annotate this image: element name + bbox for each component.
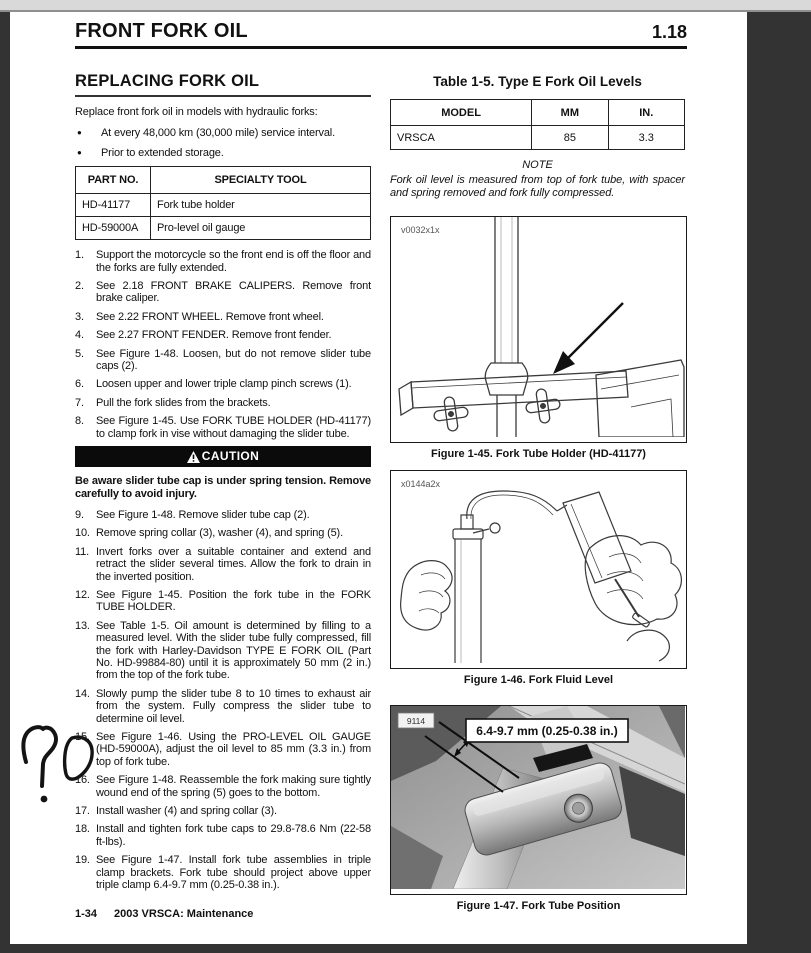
step-number: 7. — [75, 396, 84, 409]
figure-frame — [390, 470, 687, 669]
left-hand-outline — [401, 561, 452, 630]
step-text: See 2.18 FRONT BRAKE CALIPERS. Remove front brake caliper. — [96, 280, 371, 305]
step-item — [75, 249, 371, 274]
fork-fluid-level-drawing — [391, 471, 685, 663]
step-text: Invert forks over a suitable container and extend and retract the slider several times. Allow the fork to drain in the inverted position. — [96, 545, 371, 583]
step-text: Support the motorcycle so the front end is off the floor and the forks are fully extended. — [96, 249, 371, 274]
step-number: 3. — [75, 310, 84, 323]
bullet-text: Prior to extended storage. — [101, 146, 224, 159]
figure-frame — [390, 216, 687, 443]
procedure-steps-1-8 — [75, 249, 371, 440]
step-number: 13. — [75, 619, 90, 632]
step-number: 9. — [75, 508, 84, 521]
footer-doc-title: 2003 VRSCA: Maintenance — [114, 908, 254, 920]
bullet-text: At every 48,000 km (30,000 mile) service interval. — [101, 127, 335, 140]
page-footer — [75, 908, 253, 920]
step-number: 10. — [75, 527, 90, 540]
table-cell: 3.3 — [608, 126, 684, 150]
table-cell: VRSCA — [391, 126, 532, 150]
step-text: See Figure 1-47. Install fork tube assemblies in triple clamp brackets. Fork tube should project above upper triple clamp 6.4-9.7 mm (0.25-0.38 in.). — [96, 854, 371, 892]
step-text: Remove spring collar (3), washer (4), and spring (5). — [96, 527, 343, 540]
step-item — [75, 805, 371, 817]
caution-text: Be aware slider tube cap is under spring tension. Remove carefully to avoid injury. — [75, 475, 371, 500]
page-number: 1.18 — [651, 22, 687, 42]
step-item — [75, 823, 371, 848]
step-number: 12. — [75, 588, 90, 601]
footer-page-ref: 1-34 — [75, 908, 98, 920]
step-item — [75, 509, 371, 521]
table-header-cell: PART NO. — [76, 167, 151, 194]
specialty-tool-table — [75, 166, 371, 240]
table-header-cell: MM — [532, 100, 608, 126]
step-text: See Figure 1-45. Position the fork tube in the FORK TUBE HOLDER. — [96, 588, 371, 614]
pointer-arrow — [563, 303, 623, 363]
fork-tube-holder-drawing — [391, 217, 685, 437]
caution-label: CAUTION — [201, 449, 260, 464]
fork-tube-position-photo — [391, 706, 685, 889]
step-number: 6. — [75, 378, 84, 391]
step-number: 8. — [75, 415, 84, 428]
document-page — [10, 12, 747, 944]
table-cell: 85 — [532, 126, 608, 150]
table-cell: HD-41177 — [76, 194, 151, 217]
step-text: See 2.27 FRONT FENDER. Remove front fender. — [96, 329, 332, 342]
step-number: 4. — [75, 329, 84, 342]
figure-1-45 — [390, 216, 687, 460]
left-column — [75, 72, 371, 897]
warning-icon — [187, 451, 200, 463]
caution-banner — [75, 446, 371, 467]
bullet-icon: ● — [77, 128, 82, 138]
step-text: Install washer (4) and spring collar (3). — [96, 805, 277, 818]
step-text: Install and tighten fork tube caps to 29.8-78.6 Nm (22-58 ft-lbs). — [96, 823, 371, 848]
bullet-icon: ● — [77, 147, 82, 157]
figure-caption: Figure 1-47. Fork Tube Position — [456, 900, 621, 912]
step-item — [75, 415, 371, 440]
table-row — [76, 217, 371, 240]
right-hand-outline — [585, 536, 681, 625]
bullet-item — [75, 147, 371, 159]
step-item — [75, 620, 371, 682]
step-text: Pull the fork slides from the brackets. — [96, 396, 271, 409]
step-item — [75, 546, 371, 583]
step-number: 14. — [75, 687, 90, 700]
callout-label: 6.4-9.7 mm (0.25-0.38 in.) — [476, 724, 618, 738]
figure-code: 9114 — [406, 716, 426, 726]
step-item — [75, 329, 371, 341]
step-text: See Figure 1-48. Loosen, but do not remove slider tube caps (2). — [96, 347, 371, 373]
table-header-row — [391, 100, 685, 126]
procedure-steps-9-19 — [75, 509, 371, 892]
step-text: See Figure 1-48. Reassemble the fork making sure tightly wound end of the spring (5) goes to the bottom. — [96, 774, 371, 799]
step-number: 18. — [75, 823, 90, 836]
step-item — [75, 589, 371, 614]
page-header — [75, 20, 687, 43]
intro-paragraph: Replace front fork oil in models with hydraulic forks: — [75, 106, 318, 118]
page-title: FRONT FORK OIL — [75, 20, 248, 42]
header-rule — [75, 46, 687, 49]
table-header-row — [76, 167, 371, 194]
step-number: 5. — [75, 347, 84, 360]
oil-levels-block — [390, 74, 685, 199]
bullet-item — [75, 127, 371, 139]
step-item — [75, 280, 371, 305]
step-item — [75, 397, 371, 409]
table-cell: Fork tube holder — [151, 194, 371, 217]
table-cell: Pro-level oil gauge — [151, 217, 371, 240]
section-title: REPLACING FORK OIL — [75, 72, 260, 90]
step-number: 17. — [75, 805, 90, 818]
table-row — [391, 126, 685, 150]
section-rule — [75, 95, 371, 97]
oil-table-title: Table 1-5. Type E Fork Oil Levels — [433, 74, 642, 89]
figure-caption: Figure 1-45. Fork Tube Holder (HD-41177) — [431, 448, 646, 460]
figure-1-47 — [390, 705, 687, 912]
figure-caption: Figure 1-46. Fork Fluid Level — [463, 674, 614, 686]
viewer-top-strip — [0, 0, 811, 12]
table-header-cell: IN. — [608, 100, 684, 126]
step-number: 16. — [75, 774, 90, 787]
step-text: Loosen upper and lower triple clamp pinch screws (1). — [96, 378, 352, 391]
figure-frame — [390, 705, 687, 895]
step-number: 15. — [75, 731, 90, 743]
step-item — [75, 378, 371, 390]
figure-1-46 — [390, 470, 687, 686]
step-item — [75, 854, 371, 891]
step-text: See Figure 1-45. Use FORK TUBE HOLDER (HD-41177) to clamp fork in vise without damaging the slider tube. — [96, 415, 371, 440]
step-item — [75, 731, 371, 768]
figure-code: x0144a2x — [401, 479, 441, 489]
table-row — [76, 194, 371, 217]
step-number: 19. — [75, 854, 90, 867]
step-item — [75, 311, 371, 323]
note-text: Fork oil level is measured from top of fork tube, with spacer and spring removed and fork fully compressed. — [390, 174, 685, 199]
note-label: NOTE — [522, 159, 553, 171]
step-text: Slowly pump the slider tube 8 to 10 times to exhaust air from the system. Fully compress the slider tube to determine oil level. — [96, 687, 371, 725]
table-cell: HD-59000A — [76, 217, 151, 240]
step-number: 1. — [75, 249, 84, 262]
step-item — [75, 348, 371, 373]
table-header-cell: MODEL — [391, 100, 532, 126]
step-item — [75, 774, 371, 799]
step-item — [75, 527, 371, 539]
figure-code: v0032x1x — [401, 225, 440, 235]
step-number: 11. — [75, 545, 90, 558]
step-text: See Figure 1-48. Remove slider tube cap (2). — [96, 508, 310, 521]
oil-levels-table — [390, 99, 685, 150]
table-header-cell: SPECIALTY TOOL — [151, 167, 371, 194]
step-text: See 2.22 FRONT WHEEL. Remove front wheel. — [96, 310, 324, 323]
step-text: See Figure 1-46. Using the PRO-LEVEL OIL GAUGE (HD-59000A), adjust the oil level to 85 mm (3.3 in.) from top of fork tube. — [96, 731, 371, 768]
step-item — [75, 688, 371, 725]
step-number: 2. — [75, 280, 84, 293]
step-text: See Table 1-5. Oil amount is determined by filling to a measured level. With the slider tube fully compressed, fill the fork with Harley-Davidson TYPE E FORK OIL (Part No. HD-99884-80) until it is approximately 50 mm (2 in.) from the top of the fork tube. — [96, 619, 371, 682]
